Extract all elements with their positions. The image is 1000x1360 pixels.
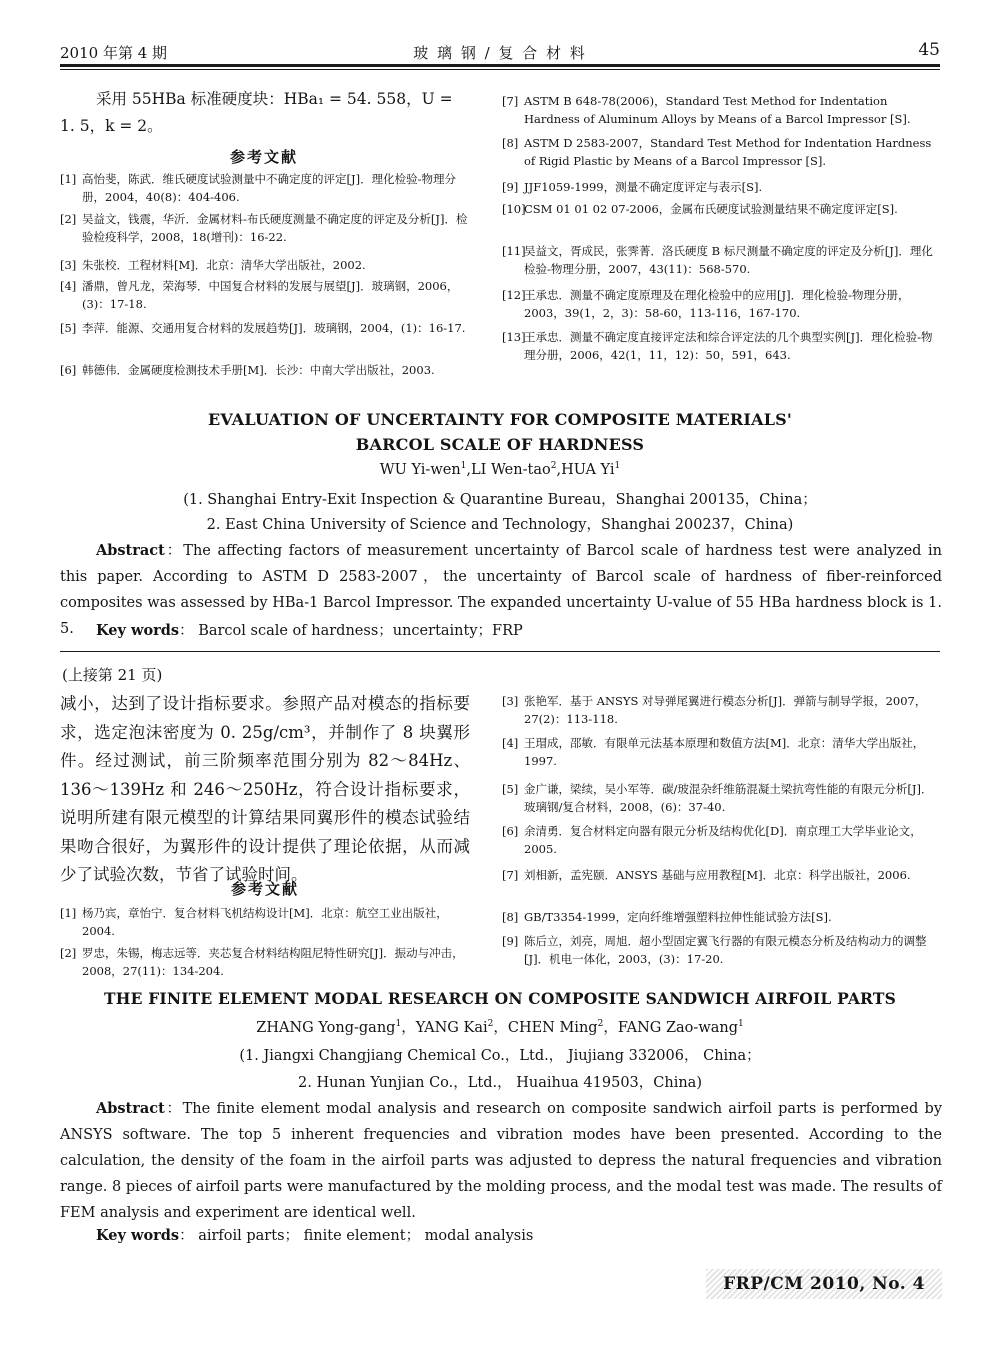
- reference-number: [13]: [502, 330, 526, 344]
- journal-footer-badge: FRP/CM 2010, No. 4: [706, 1269, 942, 1299]
- author-affiliation-mark: 2: [487, 1019, 494, 1030]
- reference-number: [9]: [502, 934, 519, 948]
- author-affiliation-mark: 2: [597, 1019, 604, 1030]
- reference-text: 王瑁成，邵敏．有限单元法基本原理和数值方法[M]．北京：清华大学出版社，1997.: [524, 736, 925, 768]
- article-authors: [60, 461, 940, 478]
- reference-number: [1]: [60, 906, 77, 920]
- author-name: FANG Zao-wang: [617, 1020, 738, 1036]
- reference-number: [8]: [502, 910, 519, 924]
- reference-number: [2]: [60, 212, 77, 226]
- reference-number: [10]: [502, 202, 526, 216]
- affiliation-2: 2. East China University of Science and Technology，Shanghai 200237，China): [206, 517, 794, 533]
- author-separator: ,: [556, 461, 562, 478]
- reference-number: [4]: [502, 736, 519, 750]
- header-rule: [60, 64, 940, 67]
- author-name: ZHANG Yong-gang: [256, 1020, 396, 1036]
- reference-number: [8]: [502, 136, 519, 150]
- reference-item: [60, 361, 472, 379]
- reference-item: [502, 92, 940, 128]
- abstract-text: The affecting factors of measurement uncertainty of Barcol scale of hardness test were analyzed in this paper. According to ASTM D 2583-2007，the uncertainty of Barcol scale of hardness of fiber-reinforced composites was assessed by HBa-1 Barcol Impressor. The expanded uncertainty U-value of 55 HBa hardness block is 1. 5.: [60, 543, 942, 637]
- keywords-2: Key words： airfoil parts； finite element； modal analysis: [96, 1227, 534, 1244]
- reference-item: [502, 780, 940, 816]
- author-affiliation-mark: 1: [460, 461, 467, 471]
- header-rule-thin: [60, 69, 940, 70]
- reference-number: [7]: [502, 94, 519, 108]
- reference-item: [502, 692, 940, 728]
- keywords: Key words： Barcol scale of hardness；uncertainty；FRP: [96, 622, 523, 639]
- reference-text: 刘相新，孟宪颐．ANSYS 基础与应用教程[M]．北京：科学出版社，2006.: [524, 868, 911, 882]
- reference-item: [502, 932, 940, 968]
- reference-text: ASTM B 648-78(2006)，Standard Test Method for Indentation Hardness of Aluminum Alloys by Means of a Barcol Impressor [S].: [524, 94, 911, 126]
- header-page-number: 45: [918, 40, 940, 60]
- reference-text: 杨乃宾，章怡宁．复合材料飞机结构设计[M]．北京：航空工业出版社，2004.: [82, 906, 448, 938]
- reference-number: [11]: [502, 244, 526, 258]
- abstract: Abstract：The affecting factors of measurement uncertainty of Barcol scale of hardness test were analyzed in this paper. According to ASTM D 2583-2007，the uncertainty of Barcol scale of hardness of fiber-reinforced composites was assessed by HBa-1 Barcol Impressor. The expanded uncertainty U-value of 55 HBa hardness block is 1. 5.: [60, 542, 942, 637]
- author-separator: ，: [493, 1020, 508, 1036]
- reference-text: 张艳军．基于 ANSYS 对导弹尾翼进行模态分析[J]．弹箭与制导学报，2007，27(2)：113-118.: [524, 694, 927, 726]
- reference-item: [502, 242, 940, 278]
- reference-number: [12]: [502, 288, 526, 302]
- reference-text: 罗忠，朱锡，梅志远等．夹芯复合材料结构阻尼特性研究[J]．振动与冲击，2008，27(11)：134-204.: [82, 946, 464, 978]
- reference-number: [1]: [60, 172, 77, 186]
- reference-item: [60, 256, 472, 274]
- reference-text: 王承忠．测量不确定度直接评定法和综合评定法的几个典型实例[J]．理化检验-物理分册，2006，42(1，11，12)：50，591，643.: [524, 330, 933, 362]
- author-affiliation-mark: 1: [395, 1019, 402, 1030]
- reference-text: 李萍．能源、交通用复合材料的发展趋势[J]．玻璃钢，2004，(1)：16-17.: [82, 321, 466, 335]
- conclusion-paragraph: 减小，达到了设计指标要求。参照产品对模态的指标要求，选定泡沫密度为 0. 25g/cm³，并制作了 8 块翼形件。经过测试，前三阶频率范围分别为 82～84Hz、136～139Hz 和 246～250Hz，符合设计指标要求，说明所建有限元模型的计算结果同翼形件的模态试验结果吻合很好，为翼形件的设计提供了理论依据，从而减少了试验次数，节省了试验时间。: [60, 694, 470, 884]
- reference-text: 高怡斐，陈武．维氏硬度试验测量中不确定度的评定[J]．理化检验-物理分册，2004，40(8)：404-406.: [82, 172, 456, 204]
- author-name: YANG Kai: [415, 1020, 488, 1036]
- reference-item: [60, 904, 472, 940]
- reference-text: 陈后立，刘亮，周旭．超小型固定翼飞行器的有限元模态分析及结构动力的调整[J]．机电一体化，2003，(3)：17-20.: [524, 934, 927, 966]
- reference-item: [60, 319, 472, 337]
- author-separator: ，: [603, 1020, 618, 1036]
- article-title-line-1: EVALUATION OF UNCERTAINTY FOR COMPOSITE MATERIALS': [208, 410, 792, 429]
- reference-item: [502, 866, 940, 884]
- reference-number: [5]: [60, 321, 77, 335]
- reference-item: [502, 178, 940, 196]
- affiliation-2-2: 2. Hunan Yunjian Co.，Ltd.， Huaihua 419503，China): [298, 1075, 702, 1091]
- author-name: LI Wen-tao: [471, 461, 551, 478]
- reference-item: [60, 170, 472, 206]
- reference-text: 金广谦，梁续，吴小军等．碳/玻混杂纤维筋混凝土梁抗弯性能的有限元分析[J]．玻璃钢/复合材料，2008，(6)：37-40.: [524, 782, 933, 814]
- article-title-2: THE FINITE ELEMENT MODAL RESEARCH ON COMPOSITE SANDWICH AIRFOIL PARTS: [104, 989, 896, 1008]
- references-heading-2: 参考文献: [230, 880, 299, 898]
- article-authors-2: [60, 1016, 940, 1037]
- reference-item: [60, 210, 472, 246]
- article-title-line-2: BARCOL SCALE OF HARDNESS: [355, 435, 645, 454]
- reference-item: [502, 134, 940, 170]
- reference-item: [60, 944, 472, 980]
- author-separator: ,: [466, 461, 471, 478]
- conclusion-line-1: 采用 55HBa 标准硬度块：HBa₁ = 54. 558，U =: [96, 90, 453, 108]
- reference-text: 潘鼎，曾凡龙，荣海琴．中国复合材料的发展与展望[J]．玻璃钢，2006，(3)：17-18.: [82, 279, 459, 311]
- header-journal: 玻 璃 钢 / 复 合 材 料: [413, 44, 587, 62]
- reference-number: [6]: [502, 824, 519, 838]
- reference-text: 王承忠．测量不确定度原理及在理化检验中的应用[J]．理化检验-物理分册，2003，39(1，2，3)：58-60，113-116，167-170.: [524, 288, 910, 320]
- author-affiliation-mark: 2: [550, 461, 557, 471]
- section-divider: [60, 651, 940, 652]
- author-name: WU Yi-wen: [379, 461, 461, 478]
- reference-number: [6]: [60, 363, 77, 377]
- continued-note: (上接第 21 页): [62, 666, 163, 684]
- reference-item: [502, 286, 940, 322]
- reference-item: [502, 822, 940, 858]
- keywords-text: Barcol scale of hardness；uncertainty；FRP: [198, 623, 523, 639]
- reference-item: [60, 277, 472, 313]
- reference-text: 余清勇．复合材料定向器有限元分析及结构优化[D]．南京理工大学毕业论文，2005.: [524, 824, 922, 856]
- affiliation-1: (1. Shanghai Entry-Exit Inspection & Quarantine Bureau，Shanghai 200135，China；: [183, 492, 817, 508]
- reference-number: [3]: [502, 694, 519, 708]
- references-heading: 参考文献: [229, 148, 298, 166]
- abstract-label-2: Abstract: [96, 1100, 165, 1117]
- abstract-label: Abstract: [96, 542, 165, 559]
- keywords-label-2: Key words: [96, 1227, 180, 1244]
- keywords-text-2: airfoil parts； finite element； modal analysis: [198, 1228, 534, 1244]
- reference-number: [9]: [502, 180, 519, 194]
- keywords-label: Key words: [96, 622, 180, 639]
- reference-number: [4]: [60, 279, 77, 293]
- reference-text: 朱张校．工程材料[M]．北京：清华大学出版社，2002.: [82, 258, 366, 272]
- reference-text: 韩德伟．金属硬度检测技术手册[M]．长沙：中南大学出版社，2003.: [82, 363, 435, 377]
- reference-number: [2]: [60, 946, 77, 960]
- reference-item: [502, 328, 940, 364]
- reference-text: GB/T3354-1999，定向纤维增强塑料拉伸性能试验方法[S].: [524, 910, 832, 924]
- author-name: HUA Yi: [561, 461, 615, 478]
- author-separator: ，: [401, 1020, 416, 1036]
- reference-text: ASTM D 2583-2007，Standard Test Method for Indentation Hardness of Rigid Plastic by Means of a Barcol Impressor [S].: [524, 136, 932, 168]
- author-affiliation-mark: 1: [738, 1019, 744, 1030]
- reference-text: 吴益文，钱震，华沂．金属材料-布氏硬度测量不确定度的评定及分析[J]．检验检疫科学，2008，18(增刊)：16-22.: [82, 212, 468, 244]
- abstract-text-2: The finite element modal analysis and research on composite sandwich airfoil parts is performed by ANSYS software. The top 5 inherent frequencies and vibration modes have been presented. According to the calculation, the density of the foam in the airfoil parts was adjusted to depress the natural frequencies and vibration range. 8 pieces of airfoil parts were manufactured by the molding process, and the modal test was made. The results of FEM analysis and experiment are identical well.: [60, 1101, 943, 1221]
- reference-number: [7]: [502, 868, 519, 882]
- abstract-2: Abstract：The finite element modal analysis and research on composite sandwich airfoil parts is performed by ANSYS software. The top 5 inherent frequencies and vibration modes have been presented. According to the calculation, the density of the foam in the airfoil parts was adjusted to depress the natural frequencies and vibration range. 8 pieces of airfoil parts were manufactured by the molding process, and the modal test was made. The results of FEM analysis and experiment are identical well.: [60, 1100, 943, 1221]
- header-issue: 2010 年第 4 期: [60, 44, 168, 62]
- reference-text: 吴益文，胥成民，张霁菁．洛氏硬度 B 标尺测量不确定度的评定及分析[J]．理化检验-物理分册，2007，43(11)：568-570.: [524, 244, 933, 276]
- conclusion-line-2: 1. 5，k = 2。: [60, 117, 163, 135]
- reference-number: [5]: [502, 782, 519, 796]
- affiliation-2-1: (1. Jiangxi Changjiang Chemical Co.，Ltd.， Jiujiang 332006， China；: [239, 1048, 761, 1064]
- reference-item: [502, 734, 940, 770]
- author-name: CHEN Ming: [507, 1020, 598, 1036]
- author-affiliation-mark: 1: [614, 461, 621, 471]
- reference-text: JJF1059-1999，测量不确定度评定与表示[S].: [524, 180, 763, 194]
- reference-number: [3]: [60, 258, 77, 272]
- reference-text: CSM 01 01 02 07-2006，金属布氏硬度试验测量结果不确定度评定[S].: [524, 202, 898, 216]
- reference-item: [502, 200, 940, 218]
- reference-item: [502, 908, 940, 926]
